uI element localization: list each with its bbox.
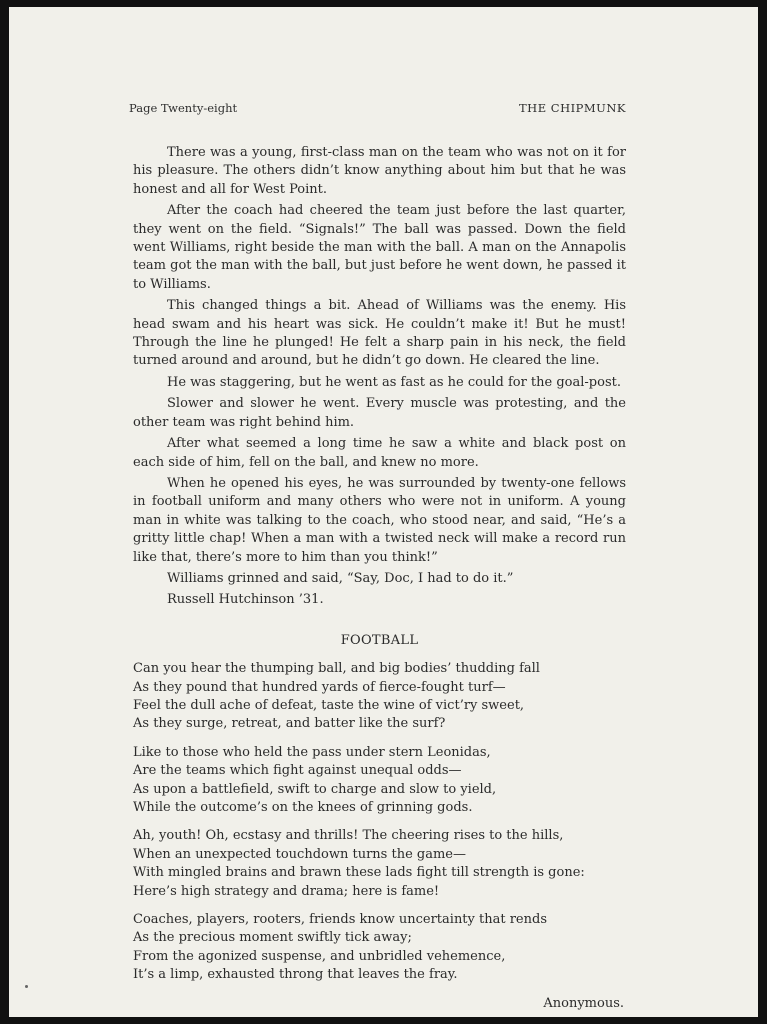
story-paragraph: When he opened his eyes, he was surrounded by twenty-one fellows in football uniform and many others who were not in uniform. A young man in white was talking to the coach, who stood near, and said, “He’s a gritty little chap! When a man with a twisted neck will make a record run like that, there’s more to him than you think!”: [133, 475, 626, 565]
poem-line: As the precious moment swiftly tick away;: [133, 930, 412, 946]
poem-stanza: [133, 660, 626, 734]
paper-speck: [25, 985, 28, 988]
poem-line: From the agonized suspense, and unbridled vehemence,: [133, 948, 506, 964]
poem-author: Anonymous.: [543, 995, 624, 1011]
poem-line: Are the teams which fight against unequal odds—: [133, 763, 462, 779]
poem-line: Here’s high strategy and drama; here is fame!: [133, 883, 440, 899]
story-paragraph: There was a young, first-class man on the team who was not on it for his pleasure. The others didn’t know anything about him but that he was honest and all for West Point.: [133, 145, 626, 197]
publication-title: THE CHIPMUNK: [519, 101, 626, 115]
running-header: [129, 101, 626, 117]
poem-stanza: [133, 827, 626, 901]
story-paragraph: This changed things a bit. Ahead of Williams was the enemy. His head swam and his heart was sick. He couldn’t make it! But he must! Through the line he plunged! He felt a sharp pain in his neck, the field turned around and around, but he didn’t go down. He cleared the line.: [133, 298, 626, 369]
poem-line: While the outcome’s on the knees of grinning gods.: [133, 800, 473, 815]
poem-line: As they pound that hundred yards of fierce-fought turf—: [133, 679, 506, 695]
poem-stanza: [133, 744, 626, 818]
poem-line: With mingled brains and brawn these lads fight till strength is gone:: [133, 865, 585, 881]
poem-line: It’s a limp, exhausted throng that leaves the fray.: [133, 967, 458, 983]
story-paragraph: He was staggering, but he went as fast as he could for the goal-post.: [167, 374, 621, 390]
page: [9, 7, 758, 1017]
poem-line: When an unexpected touchdown turns the game—: [133, 846, 466, 862]
story-author: Russell Hutchinson ’31.: [167, 592, 324, 608]
poem-stanza: [133, 911, 626, 985]
poem-line: Feel the dull ache of defeat, taste the wine of vict’ry sweet,: [133, 697, 525, 713]
poem-line: Like to those who held the pass under stern Leonidas,: [133, 744, 491, 760]
story-paragraph: After the coach had cheered the team just before the last quarter, they went on the field. “Signals!” The ball was passed. Down the field went Williams, right beside the man with the ball. A man on the Annapolis team got the man with the ball, but just before he went down, he passed it to Williams.: [133, 203, 626, 292]
page-number-label: Page Twenty-eight: [129, 101, 238, 115]
story-paragraph: Slower and slower he went. Every muscle was protesting, and the other team was right behind him.: [133, 396, 626, 430]
article-body: [133, 144, 626, 1013]
poem-line: As upon a battlefield, swift to charge and slow to yield,: [133, 781, 497, 797]
story-paragraph: After what seemed a long time he saw a white and black post on each side of him, fell on the ball, and knew no more.: [133, 436, 626, 470]
poem-line: As they surge, retreat, and batter like the surf?: [133, 716, 446, 732]
poem-title: FOOTBALL: [340, 632, 419, 648]
poem-line: Ah, youth! Oh, ecstasy and thrills! The cheering rises to the hills,: [133, 828, 564, 844]
poem-line: Coaches, players, rooters, friends know uncertainty that rends: [133, 912, 547, 928]
poem-line: Can you hear the thumping ball, and big bodies’ thudding fall: [133, 661, 540, 677]
story-paragraph: Williams grinned and said, “Say, Doc, I had to do it.”: [167, 570, 514, 586]
